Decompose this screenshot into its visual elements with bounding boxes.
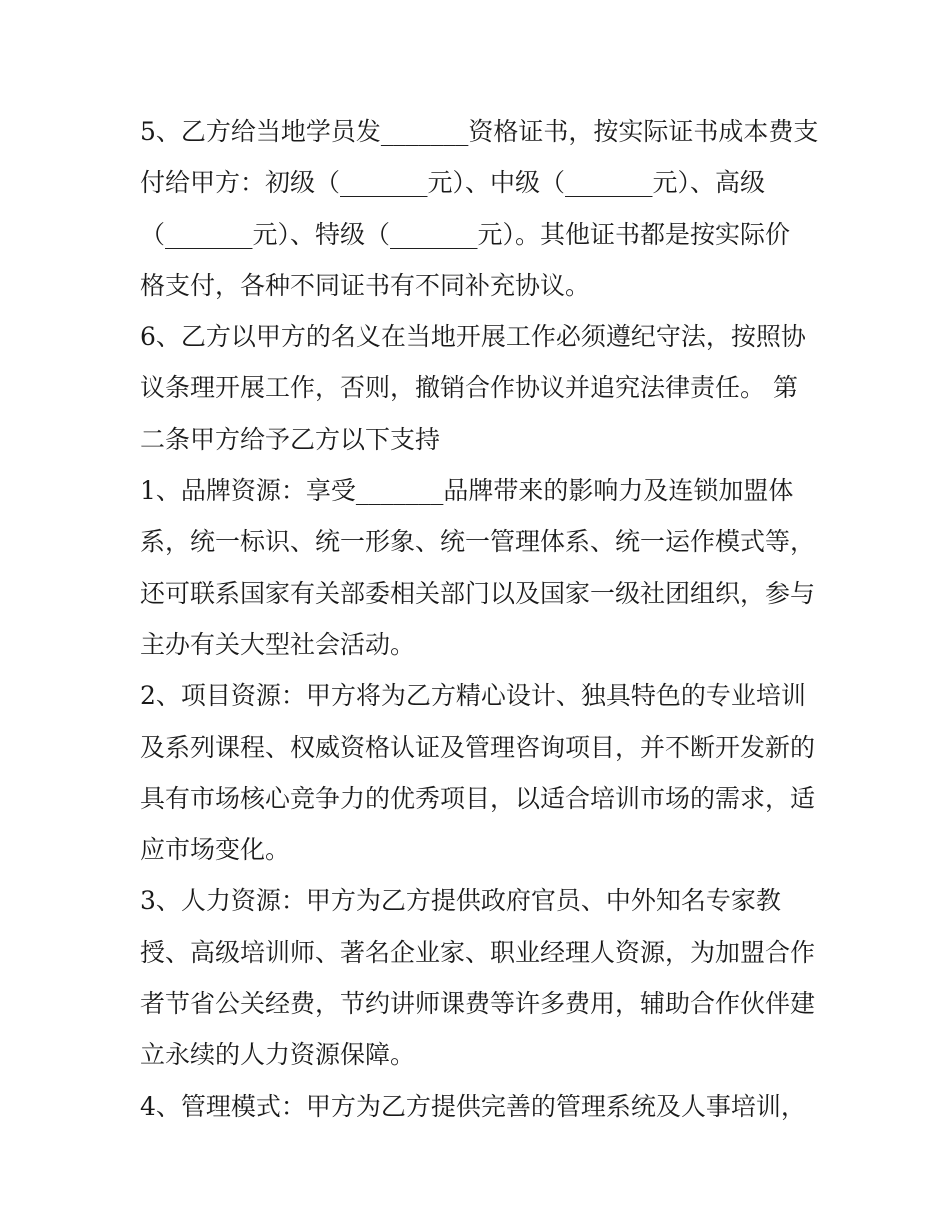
text-line: 议条理开展工作，否则，撤销合作协议并追究法律责任。 第 [140, 373, 798, 403]
text-line: 4、管理模式：甲方为乙方提供完善的管理系统及人事培训， [140, 1091, 806, 1121]
text-line: 还可联系国家有关部委相关部门以及国家一级社团组织，参与 [140, 578, 816, 608]
text-line: 者节省公关经费，节约讲师课费等许多费用，辅助合作伙伴建 [140, 989, 816, 1019]
text-line: 付给甲方：初级（_______元）、中级（_______元）、高级 [140, 168, 766, 198]
text-line: 6、乙方以甲方的名义在当地开展工作必须遵纪守法，按照协 [140, 322, 806, 352]
text-line: 立永续的人力资源保障。 [140, 1040, 416, 1070]
text-line: 具有市场核心竞争力的优秀项目，以适合培训市场的需求，适 [140, 783, 816, 813]
text-line: 主办有关大型社会活动。 [140, 629, 416, 659]
text-line: （_______元）、特级（_______元）。其他证书都是按实际价 [140, 219, 791, 249]
text-line: 系，统一标识、统一形象、统一管理体系、统一运作模式等， [140, 527, 816, 557]
text-line: 应市场变化。 [140, 835, 291, 865]
text-line: 1、品牌资源：享受_______品牌带来的影响力及连锁加盟体 [140, 476, 794, 506]
text-line: 格支付，各种不同证书有不同补充协议。 [140, 270, 591, 300]
text-line: 及系列课程、权威资格认证及管理咨询项目，并不断开发新的 [140, 732, 816, 762]
document-body [140, 106, 820, 1132]
text-line: 2、项目资源：甲方将为乙方精心设计、独具特色的专业培训 [140, 681, 806, 711]
text-line: 5、乙方给当地学员发_______资格证书，按实际证书成本费支 [140, 117, 819, 146]
text-line: 二条甲方给予乙方以下支持 [140, 424, 441, 454]
text-line: 3、人力资源：甲方为乙方提供政府官员、中外知名专家教 [140, 886, 781, 916]
text-line: 授、高级培训师、著名企业家、职业经理人资源，为加盟合作 [140, 937, 816, 967]
